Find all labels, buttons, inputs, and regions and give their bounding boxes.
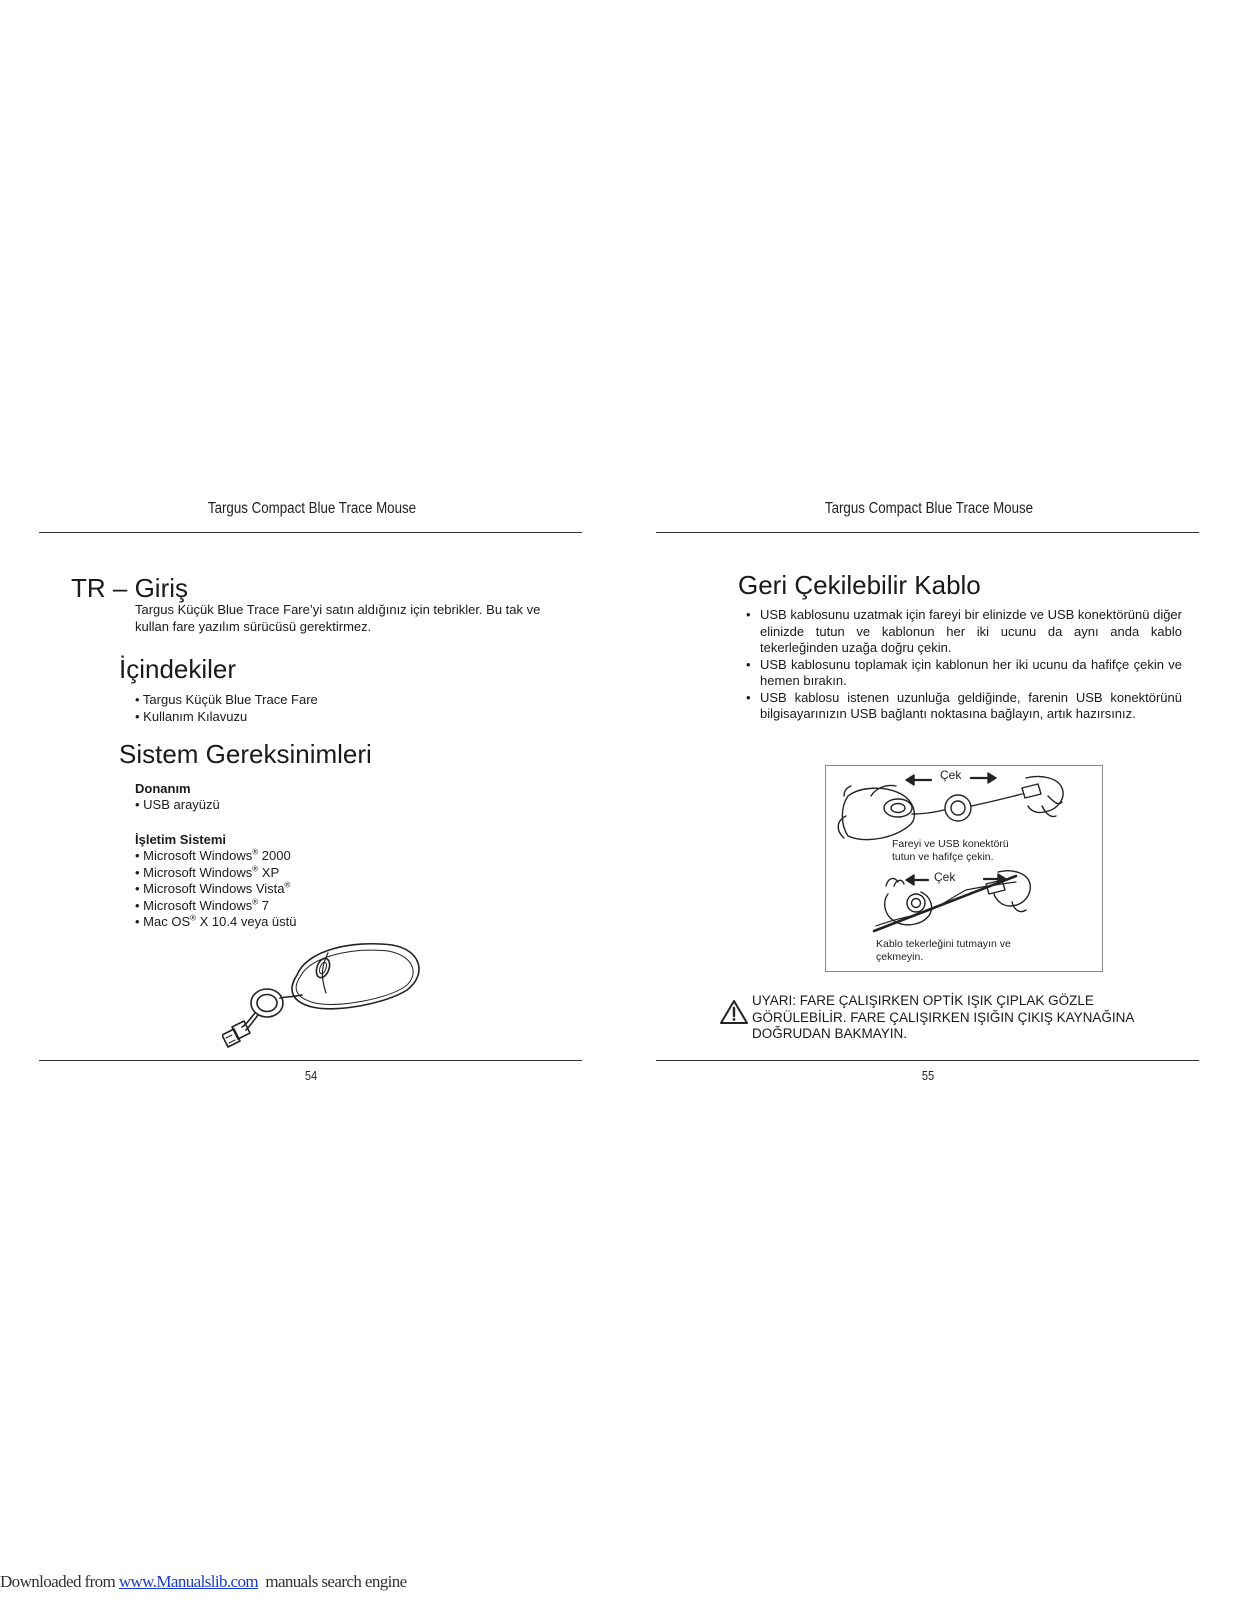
hardware-section xyxy=(135,781,220,814)
figure-caption: Kablo tekerleğini tutmayın ve çekmeyin. xyxy=(876,938,1011,963)
contents-list xyxy=(135,692,318,725)
list-item: • Microsoft Windows Vista® xyxy=(135,880,291,896)
page-number: 54 xyxy=(304,1068,318,1083)
pull-label: Çek xyxy=(940,768,962,782)
os-title: İşletim Sistemi xyxy=(135,832,227,847)
left-footer-rule xyxy=(39,1060,582,1061)
intro-line: kullan fare yazılım sürücüsü gerektirmez. xyxy=(135,618,372,634)
right-page-header: Targus Compact Blue Trace Mouse xyxy=(824,500,1034,517)
right-header-rule xyxy=(656,532,1199,533)
intro-line: Targus Küçük Blue Trace Fare’yi satın aldığınız için tebrikler. Bu tak ve xyxy=(135,602,541,617)
figure-caption: Fareyi ve USB konektörü tutun ve hafifçe çekin. xyxy=(892,838,1009,863)
list-item: • Microsoft Windows® XP xyxy=(135,864,280,880)
cable-figure xyxy=(825,765,1103,972)
list-item: • USB kablosunu toplamak için kablonun her iki ucunu da hafifçe çekin ve hemen bırakın. xyxy=(746,656,1182,688)
list-item: • USB arayüzü xyxy=(135,797,220,812)
cable-bullets xyxy=(746,607,1182,723)
os-section xyxy=(135,832,296,931)
warning-icon xyxy=(719,999,749,1025)
list-item: • Microsoft Windows® 2000 xyxy=(135,847,291,863)
list-item: • USB kablosu istenen uzunluğa geldiğinde, farenin USB konektörünü bilgisayarınızın USB bağlantı noktasına bağlayın, artık hazırsınız. xyxy=(746,689,1182,721)
left-header-rule xyxy=(39,532,582,533)
list-item: • Kullanım Kılavuzu xyxy=(135,708,248,724)
footer-suffix: manuals search engine xyxy=(258,1572,407,1591)
manualslib-link[interactable]: www.Manualslib.com xyxy=(118,1572,259,1591)
right-footer-rule xyxy=(656,1060,1199,1061)
pull-label: Çek xyxy=(934,870,956,884)
mouse-illustration xyxy=(222,935,432,1055)
intro-title: TR – Giriş xyxy=(71,573,188,603)
list-item: • USB kablosunu uzatmak için fareyi bir elinizde ve USB konektörünü diğer elinizde tutun ve kablonun her iki ucunu da aynı anda kablo tekerleğinden uzağa doğru çekin. xyxy=(746,607,1182,655)
hardware-title: Donanım xyxy=(135,781,191,796)
intro-paragraph xyxy=(135,602,540,635)
left-page-header: Targus Compact Blue Trace Mouse xyxy=(207,500,417,517)
warning-text: UYARI: FARE ÇALIŞIRKEN OPTİK IŞIK ÇIPLAK GÖZLE GÖRÜLEBİLİR. FARE ÇALIŞIRKEN IŞIĞIN ÇIKIŞ KAYNAĞINA DOĞRUDAN BAKMAYIN. xyxy=(752,993,1135,1041)
list-item: • Mac OS® X 10.4 veya üstü xyxy=(135,913,297,929)
footer-prefix: Downloaded from xyxy=(0,1572,119,1591)
cable-title: Geri Çekilebilir Kablo xyxy=(738,570,981,600)
requirements-title: Sistem Gereksinimleri xyxy=(119,739,372,769)
list-item: • Targus Küçük Blue Trace Fare xyxy=(135,692,318,707)
download-footer xyxy=(0,1572,407,1592)
page-number: 55 xyxy=(921,1068,935,1083)
list-item: • Microsoft Windows® 7 xyxy=(135,897,269,913)
contents-title: İçindekiler xyxy=(119,654,237,684)
